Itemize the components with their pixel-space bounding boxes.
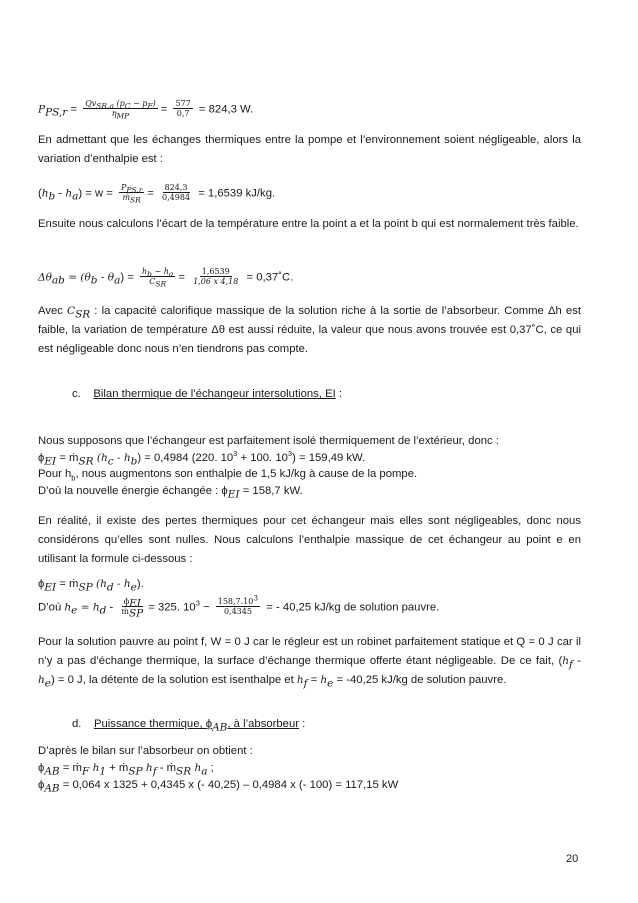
section-title: Bilan thermique de l’échangeur intersolutions, EI xyxy=(93,388,336,400)
section-heading-absorber: d. Puissance thermique, $\phi_{AB}$, à l’absorbeur : xyxy=(72,718,306,734)
paragraph-heat-capacity: Avec $C_{SR}$ : la capacité calorifique massique de la solution riche à la sortie de l’absorbeur. Comme Δh est faible, la variation de température Δθ est aussi réduite, la valeur que nous avons trouvée est 0,37˚C, ce qui est négligeable donc nous n’en tiendrons pas compte. xyxy=(38,305,581,355)
fraction-work-formula: $\frac{P_{PS,r}}{ṁ_{SR}}$ xyxy=(121,183,143,205)
equation-work: $(h_b - h_a) = w$ = $\frac{P_{PS,r}}{ṁ_{SR}}$ = $\frac{824,3}{0,4984}$ = 1,6539 kJ/kg. xyxy=(38,183,276,205)
equation-pump-power: $P_{PS,r}$ = $\frac{Qv_{SR,a} (p_C - p_F)}{\eta_{MP}}$ = $\frac{577}{0,7}$ = 824,3 W. xyxy=(38,99,254,121)
equation-exchanged-power: $\phi_{EI}$ = ṁ$_{SR}$ $(h_c - h_b) = 0,4984$ (220. $10^3 + 100$. $10^3) = 159,49$ kW. xyxy=(38,449,366,468)
equation-exchanger-formula: $\phi_{EI}$ = ṁ$_{SP}$ $(h_d - h_e)$. xyxy=(38,578,144,594)
line-new-energy: D’où la nouvelle énergie échangée : $\phi_{EI} = 158,7$ kW. xyxy=(38,485,303,501)
fraction-pump-values: $\frac{577}{0,7}$ xyxy=(175,99,191,118)
paragraph-thermal-losses: En réalité, il existe des pertes thermiques pour cet échangeur mais elles sont négligeables, donc nous considérons qu’elles sont nulles. Nous calculons l’enthalpie massique de cet échangeur au point e en utilisant la formule ci-dessous : xyxy=(38,515,581,565)
paragraph-temperature-intro: Ensuite nous calculons l’écart de la température entre la point a et la point b qui est normalement très faible. xyxy=(38,218,579,230)
fraction-pump-formula: $\frac{Qv_{SR,a} (p_C - p_F)}{\eta_{MP}}$ xyxy=(85,99,156,121)
fraction-work-values: $\frac{824,3}{0,4984}$ xyxy=(162,183,191,202)
equation-result: = 1,6539 kJ/kg. xyxy=(198,187,276,200)
equation-enthalpy-e: D’où $h_e = h_d$ - $\frac{\phi_{EI}}{ṁ_{SP}}$ = 325. $10^3$ − $\frac{158,7.10^3}{0,4345}$ = - 40,25 kJ/kg de solution pauvre. xyxy=(38,593,440,620)
paragraph-insulation: Nous supposons que l’échangeur est parfaitement isolé thermiquement de l’extérieur, donc : xyxy=(38,435,499,447)
section-heading-exchanger: c. Bilan thermique de l’échangeur intersolutions, EI : xyxy=(72,388,343,400)
equation-result: = - 40,25 kJ/kg de solution pauvre. xyxy=(266,601,440,614)
paragraph-enthalpy-intro: En admettant que les échanges thermiques entre la pompe et l’environnement soient négligeable, alors la variation d’enthalpie est : xyxy=(38,134,581,165)
fraction-temperature-values: $\frac{1,6539}{1,06 x 4,18}$ xyxy=(193,267,239,286)
line-pump-enthalpy: Pour $h_b$, nous augmentons son enthalpie de 1,5 kJ/kg à cause de la pompe. xyxy=(38,468,418,483)
equation-result: = 824,3 W. xyxy=(198,103,254,116)
paragraph-absorber-balance: D’après le bilan sur l’absorbeur on obtient : xyxy=(38,745,253,757)
equation-absorber-values: $\phi_{AB} = 0,064$ x 1325 + 0,4345 x (- 40,25) – 0,4984 x (- 100) = 117,15 kW xyxy=(38,779,399,795)
equation-absorber-formula: $\phi_{AB}$ = ṁ$_F$ $h_1$ + ṁ$_{SP}$ $h_f$ - ṁ$_{SR}$ $h_a$ ; xyxy=(38,762,214,778)
equation-temperature: $\Delta\theta_{ab} = (\theta_b - \theta_a)$ = $\frac{h_b - h_a}{C_{SR}}$ = $\frac{1,6539}{1,06 x 4,18}$ = 0,37˚C. xyxy=(38,267,294,289)
section-title: Puissance thermique, $\phi_{AB}$, à l’absorbeur xyxy=(93,718,299,734)
page-number: 20 xyxy=(566,853,579,865)
paragraph-isenthalpic: Pour la solution pauvre au point f, W = 0 J car le régleur est un robinet parfaitement statique et Q = 0 J car il n’y a pas d’échange thermique, la surface d’échange thermique offerte étant négligeable. De ce fait, $(h_f - h_e) = 0$ J, la détente de la solution est isenthalpe et $h_f = h_e = -40,25$ kJ/kg de solution pauvre. xyxy=(38,636,581,690)
equation-result: = 0,37˚C. xyxy=(246,271,294,284)
fraction-enthalpy-formula: $\frac{\phi_{EI}}{ṁ_{SP}}$ xyxy=(121,597,144,620)
fraction-enthalpy-values: $\frac{158,7.10^3}{0,4345}$ xyxy=(217,593,259,616)
fraction-temperature-formula: $\frac{h_b - h_a}{C_{SR}}$ xyxy=(141,267,174,289)
